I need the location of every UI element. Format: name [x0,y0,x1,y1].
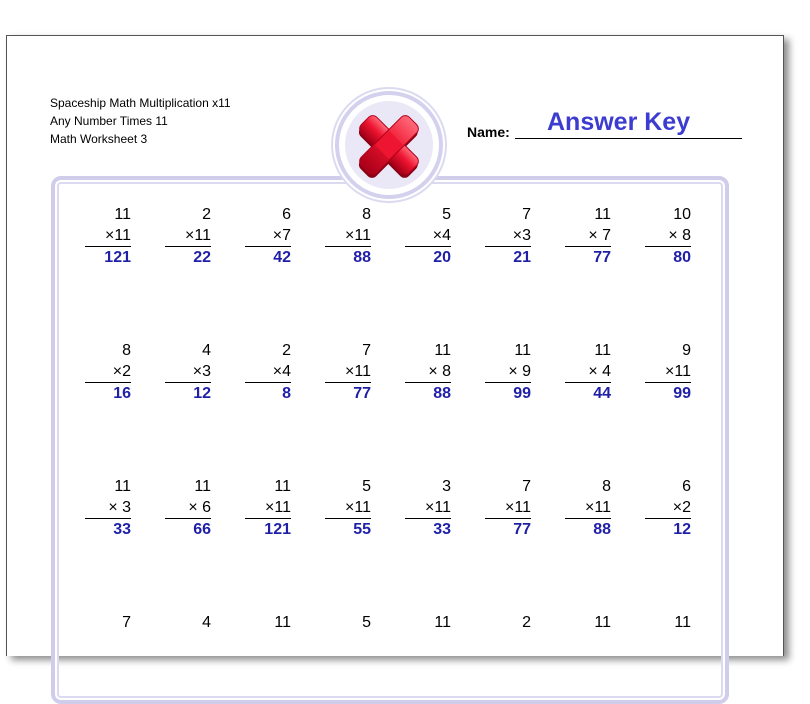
answer: 88 [353,249,371,266]
problem [645,476,691,541]
problem [405,204,451,269]
multiplicand: 11 [434,614,451,631]
problem [165,340,211,405]
problem [485,340,531,405]
answer: 33 [113,521,131,538]
multiplier: × 9 [485,361,531,383]
problem [565,204,611,269]
multiplicand: 7 [522,206,531,223]
multiplier: × 3 [85,497,131,519]
multiplicand: 11 [194,478,211,495]
multiplicand: 7 [122,614,131,631]
multiplier: × 4 [565,361,611,383]
multiplier: ×2 [645,497,691,519]
problem [85,204,131,269]
answer: 44 [593,385,611,402]
problem [645,340,691,405]
worksheet-title: Spaceship Math Multiplication x11 [50,96,231,110]
multiplicand: 11 [594,206,611,223]
problem [405,476,451,541]
answer: 88 [593,521,611,538]
multiplier: ×2 [85,361,131,383]
worksheet-page [6,35,784,656]
multiplier: ×11 [405,497,451,519]
multiplicand: 5 [362,614,371,631]
multiplicand: 11 [274,614,291,631]
worksheet-number: Math Worksheet 3 [50,132,148,146]
worksheet-header [50,94,231,148]
multiplier: ×11 [325,497,371,519]
multiplicand: 9 [682,342,691,359]
multiplicand: 2 [202,206,211,223]
problem [85,476,131,541]
name-field [467,108,742,144]
multiplicand: 2 [282,342,291,359]
multiplicand: 11 [274,478,291,495]
multiplicand: 10 [673,206,691,223]
answer-key-label: Answer Key [547,108,691,136]
multiplier: × 7 [565,225,611,247]
answer: 77 [353,385,371,402]
answer: 12 [673,521,691,538]
multiplier: × 6 [165,497,211,519]
multiplier: ×11 [325,361,371,383]
problem [245,204,291,269]
multiplicand: 11 [114,206,131,223]
problem [245,340,291,405]
problem [165,204,211,269]
multiplicand: 11 [594,614,611,631]
answer: 99 [673,385,691,402]
multiplier: ×3 [485,225,531,247]
multiplicand: 2 [522,614,531,631]
multiplicand: 11 [114,478,131,495]
answer: 12 [193,385,211,402]
answer: 16 [113,385,131,402]
problem [485,204,531,269]
multiplicand: 7 [362,342,371,359]
problem [325,476,371,541]
multiplier: ×3 [165,361,211,383]
answer: 42 [273,249,291,266]
multiplicand: 3 [442,478,451,495]
name-underline [515,138,742,139]
problem [565,340,611,405]
problem [645,204,691,269]
multiplicand: 11 [434,342,451,359]
multiplier: ×11 [245,497,291,519]
multiplier: × 8 [405,361,451,383]
multiplier: ×11 [85,225,131,247]
multiplier: ×11 [165,225,211,247]
answer: 8 [282,385,291,402]
answer: 88 [433,385,451,402]
problem-frame [51,176,729,704]
problem [165,476,211,541]
answer: 77 [513,521,531,538]
problem [485,476,531,541]
answer: 33 [433,521,451,538]
multiplier: ×11 [645,361,691,383]
multiplier: ×4 [245,361,291,383]
multiplicand: 8 [602,478,611,495]
answer: 121 [264,521,291,538]
answer: 21 [513,249,531,266]
multiplicand: 4 [202,342,211,359]
answer: 55 [353,521,371,538]
worksheet-subtitle: Any Number Times 11 [50,114,168,128]
problem [565,476,611,541]
name-label: Name: [467,124,510,140]
problem [85,340,131,405]
answer: 22 [193,249,211,266]
multiplier: ×7 [245,225,291,247]
multiplicand: 11 [514,342,531,359]
multiplier: ×11 [565,497,611,519]
multiplicand: 6 [682,478,691,495]
problem [245,476,291,541]
problem [325,204,371,269]
multiplicand: 5 [442,206,451,223]
multiplicand: 7 [522,478,531,495]
multiplicand: 5 [362,478,371,495]
answer: 77 [593,249,611,266]
multiplier: ×11 [485,497,531,519]
multiplicand: 6 [282,206,291,223]
badge [335,91,443,199]
problem [405,340,451,405]
multiplicand: 11 [674,614,691,631]
multiplier: ×11 [325,225,371,247]
problem [325,340,371,405]
multiplicand: 8 [362,206,371,223]
multiplicand: 8 [122,342,131,359]
multiplier: ×4 [405,225,451,247]
answer: 20 [433,249,451,266]
answer: 121 [104,249,131,266]
multiplicand: 11 [594,342,611,359]
red-x-icon [345,101,433,189]
answer: 80 [673,249,691,266]
multiplier: × 8 [645,225,691,247]
answer: 66 [193,521,211,538]
answer: 99 [513,385,531,402]
multiplicand: 4 [202,614,211,631]
